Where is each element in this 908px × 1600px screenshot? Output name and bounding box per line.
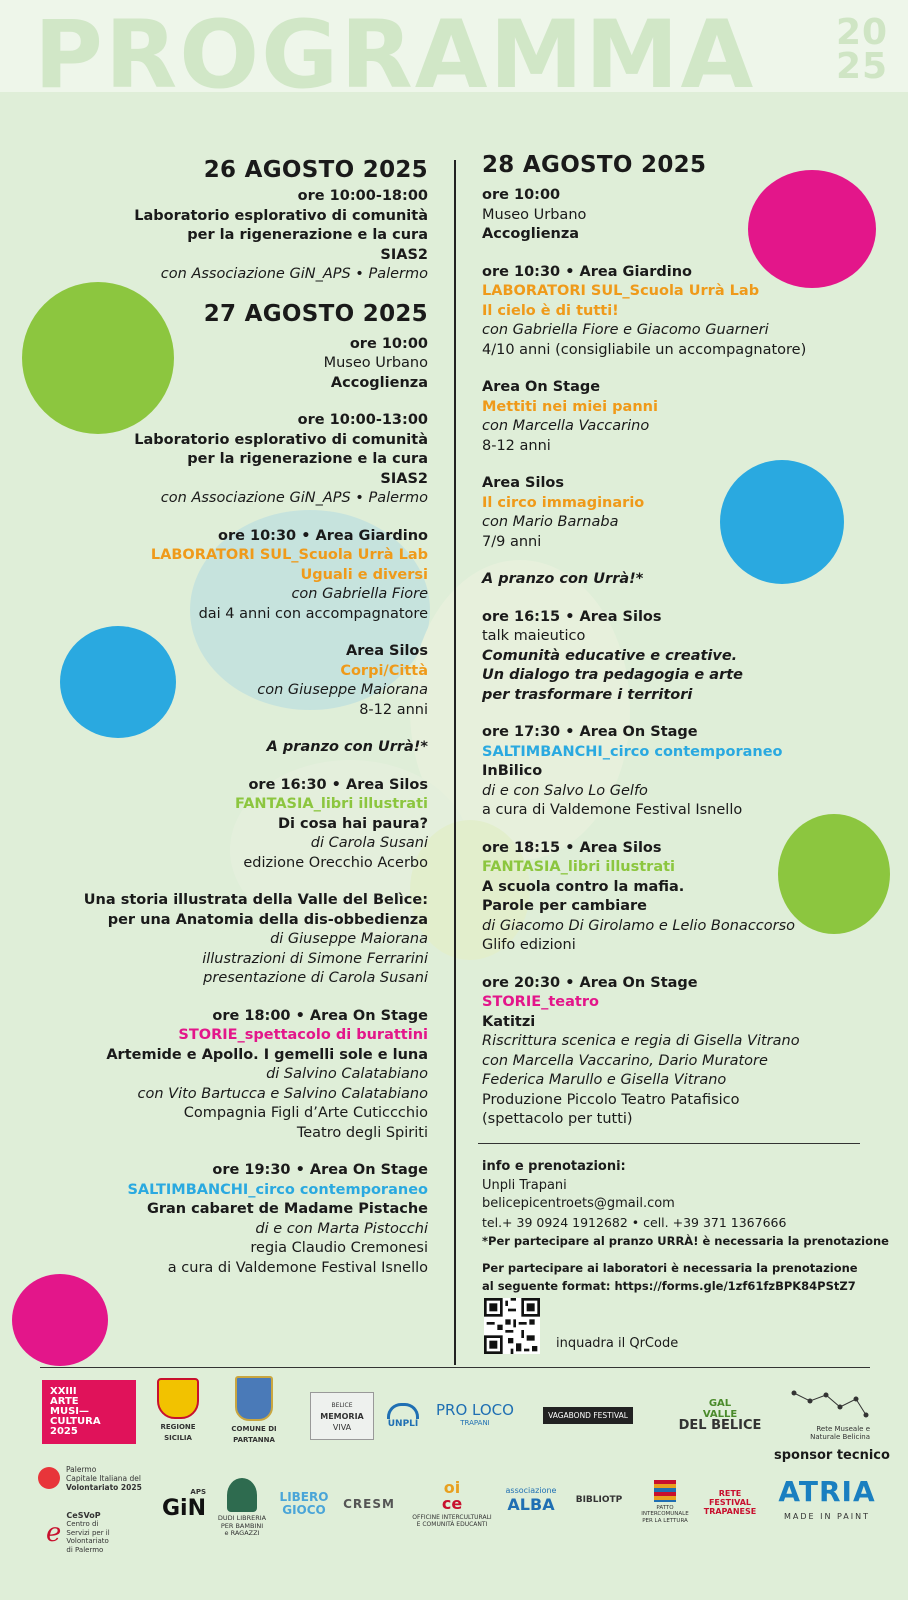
qr-code[interactable]: [484, 1298, 540, 1354]
constellation-icon: [790, 1387, 870, 1425]
date-27-agosto: 27 AGOSTO 2025: [203, 300, 428, 327]
books-stack-icon: [654, 1480, 676, 1502]
logo-palermo-volontariato: Palermo Capitale Italiana del Volontariato 2025: [38, 1460, 148, 1496]
info-section: [482, 1158, 902, 1296]
lunch-27: A pranzo con Urrà!*: [266, 739, 428, 755]
logo-libreria: DUDI LIBRERIA PER BAMBINI e RAGAZZI: [214, 1466, 270, 1550]
logo-cresm: CRESM: [343, 1496, 395, 1511]
logo-vagabond-festival: VAGABOND FESTIVAL: [524, 1390, 652, 1440]
sicilia-shield-icon: [157, 1378, 199, 1419]
cesvop-mark-icon: ℯ: [46, 1517, 62, 1548]
info-org: Unpli Trapani: [482, 1177, 567, 1193]
logo-xxiii-arte: XXIII ARTE MUSI— CULTURA 2025: [42, 1380, 136, 1444]
info-note-lab-2[interactable]: al seguente format: https://forms.gle/1zf61fzBPK84PStZ7: [482, 1279, 856, 1293]
event-27-artemide: ore 18:00 • Area On Stage STORIE_spettacolo di burattini Artemide e Apollo. I gemelli sole e luna di Salvino Calatabiano con Vito Bartucca e Salvino Calatabiano Compagnia Figli d’Arte Cuticcchio Teatro degli Spiriti: [106, 1007, 428, 1141]
right-column: [482, 150, 892, 1148]
event-27-accoglienza: ore 10:00 Museo Urbano Accoglienza: [323, 335, 428, 391]
logo-rete-museale: Rete Museale e Naturale Belicina: [774, 1384, 870, 1444]
event-28-accoglienza: ore 10:00 Museo Urbano Accoglienza: [482, 187, 587, 242]
info-heading: info e prenotazioni:: [482, 1159, 626, 1174]
event-28-talk: ore 16:15 • Area Silos talk maieutico Comunità educative e creative. Un dialogo tra pedagogia e arte per trasformare i territori: [482, 608, 743, 703]
logo-bibliotp: BIBLIOTP: [575, 1494, 623, 1505]
event-28-circo: Area Silos Il circo immaginario con Mario Barnaba 7/9 anni: [482, 475, 645, 550]
unpli-arc-icon: [387, 1403, 419, 1419]
event-28-mafia: ore 18:15 • Area Silos FANTASIA_libri illustrati A scuola contro la mafia. Parole per cambiare di Giacomo Di Girolamo e Lelio Bonaccorso Glifo edizioni: [482, 839, 796, 953]
qr-label: inquadra il QrCode: [556, 1336, 679, 1351]
page-title: PROGRAMMA: [34, 1, 756, 110]
event-27-paura: ore 16:30 • Area Silos FANTASIA_libri illustrati Di cosa hai paura? di Carola Susani edizione Orecchio Acerbo: [234, 776, 428, 871]
event-26-lab: ore 10:00-18:00 Laboratorio esplorativo di comunità per la rigenerazione e la cura SIAS2 con Associazione GiN_APS • Palermo: [134, 188, 428, 282]
logo-gal-belice: GAL VALLE DEL BELICE: [678, 1397, 762, 1433]
footer-divider: [40, 1367, 870, 1368]
info-note-lunch: *Per partecipare al pranzo URRÀ! è necessaria la prenotazione: [482, 1234, 889, 1248]
info-phone: tel.+ 39 0924 1912682 • cell. +39 371 1367666: [482, 1214, 787, 1230]
event-28-cielo: ore 10:30 • Area Giardino LABORATORI SUL_Scuola Urrà Lab Il cielo è di tutti! con Gabriella Fiore e Giacomo Guarneri 4/10 anni (consigliabile un accompagnatore): [482, 263, 807, 358]
logo-atria: ATRIA MADE IN PAINT: [778, 1474, 876, 1521]
lunch-28: A pranzo con Urrà!*: [482, 571, 644, 587]
event-27-corpi: Area Silos Corpi/Città con Giuseppe Maiorana 8-12 anni: [257, 643, 428, 718]
event-28-panni: Area On Stage Mettiti nei miei panni con Marcella Vaccarino 8-12 anni: [482, 379, 658, 454]
info-divider: [478, 1143, 860, 1144]
date-28-agosto: 28 AGOSTO 2025: [482, 152, 707, 178]
column-divider: [454, 160, 456, 1365]
event-28-katitzi: ore 20:30 • Area On Stage STORIE_teatro Katitzi Riscrittura scenica e regia di Gisella Vitrano con Marcella Vaccarino, Dario Muratore Federica Marullo e Gisella Vitrano Produzione Piccolo Teatro Patafisico (spettacolo per tutti): [482, 974, 800, 1127]
logo-patto-lettura: PATTO INTERCOMUNALE PER LA LETTURA: [632, 1474, 698, 1530]
logo-memoria-viva: BELICE MEMORIA VIVA: [310, 1392, 374, 1440]
logo-rete-festival: RETE FESTIVAL TRAPANESE: [703, 1488, 757, 1516]
logo-oice: oi ce OFFICINE INTERCULTURALI E COMUNITÀ EDUCANTI: [412, 1478, 492, 1528]
libreria-book-icon: [227, 1478, 257, 1512]
logo-libero-gioco: LIBERO GIOCO: [279, 1490, 329, 1517]
logo-cesvop: ℯ CeSVoP Centro di Servizi per il Volontariato di Palermo: [46, 1510, 110, 1554]
logo-regione-sicilia: REGIONE SICILIA: [150, 1378, 206, 1444]
left-column: [20, 155, 428, 1296]
sponsor-title: sponsor tecnico: [774, 1448, 890, 1463]
event-27-lab: ore 10:00-13:00 Laboratorio esplorativo di comunità per la rigenerazione e la cura SIAS2 con Associazione GiN_APS • Palermo: [134, 412, 428, 506]
logo-unpli: UNPLI: [380, 1396, 426, 1436]
logo-comune-partanna: COMUNE DI PARTANNA: [214, 1376, 294, 1446]
logo-proloco-trapani: PRO LOCO TRAPANI: [436, 1400, 514, 1427]
event-27-cabaret: ore 19:30 • Area On Stage SALTIMBANCHI_circo contemporaneo Gran cabaret de Madame Pistache di e con Marta Pistocchi regia Claudio Cremonesi a cura di Valdemone Festival Isnello: [127, 1162, 428, 1276]
event-28-inbilico: ore 17:30 • Area On Stage SALTIMBANCHI_circo contemporaneo InBilico di e con Salvo Lo Gelfo a cura di Valdemone Festival Isnello: [482, 724, 783, 818]
year-label: 20 25: [836, 12, 889, 87]
event-27-uguali: ore 10:30 • Area Giardino LABORATORI SUL_Scuola Urrà Lab Uguali e diversi con Gabriella Fiore dai 4 anni con accompagnatore: [150, 527, 428, 622]
event-27-anatomia: Una storia illustrata della Valle del Belìce: per una Anatomia della dis-obbedienza di Giuseppe Maiorana illustrazioni di Simone Ferrarini presentazione di Carola Susani: [83, 892, 428, 986]
logo-alba: associazione ALBA: [505, 1486, 557, 1514]
palermo-circle-icon: [38, 1467, 60, 1489]
logo-gin-aps: APS GiN: [161, 1487, 206, 1521]
info-note-lab-1: Per partecipare ai laboratori è necessaria la prenotazione: [482, 1260, 858, 1275]
date-26-agosto: 26 AGOSTO 2025: [203, 157, 428, 183]
info-email[interactable]: belicepicentroets@gmail.com: [482, 1196, 675, 1211]
comune-crest-icon: [235, 1376, 273, 1421]
